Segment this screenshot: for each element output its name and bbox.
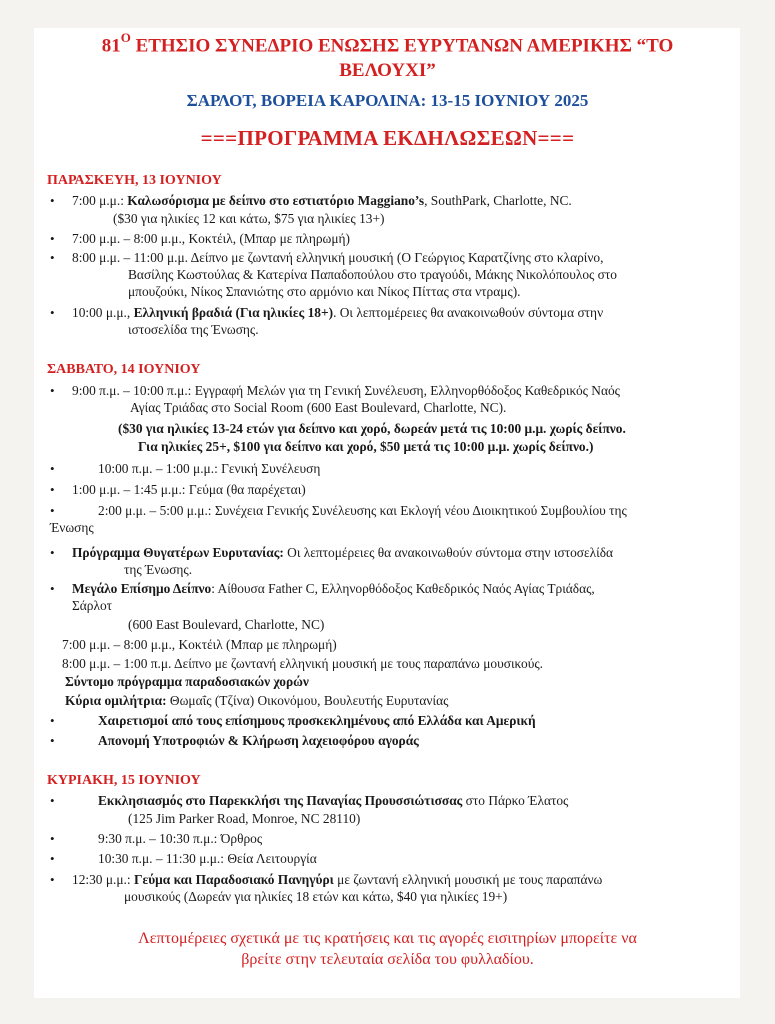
- sunday-divine-liturgy: 10:30 π.μ. – 11:30 μ.μ.: Θεία Λειτουργία: [98, 851, 317, 866]
- bullet-icon: •: [50, 545, 55, 560]
- saturday-cocktail: 7:00 μ.μ. – 8:00 μ.μ., Κοκτέιλ (Μπαρ με πληρωμή): [62, 637, 337, 652]
- saturday-gala-dinner-2: Σάρλοτ: [72, 598, 113, 613]
- friday-welcome-dinner: 7:00 μ.μ.: Καλωσόρισμα με δείπνο στο εστιατόριο Maggiano’s, SouthPark, Charlotte, NC.: [72, 193, 572, 208]
- bullet-icon: •: [50, 851, 55, 866]
- bullet-icon: •: [50, 461, 55, 476]
- bullet-icon: •: [50, 305, 55, 320]
- friday-heading: ΠΑΡΑΣΚΕΥΗ, 13 ΙΟΥΝΙΟΥ: [47, 173, 222, 188]
- friday-greek-night: 10:00 μ.μ., Ελληνική βραδιά (Για ηλικίες 18+). Οι λεπτομέρειες θα ανακοινωθούν σύντομα στην: [72, 305, 604, 320]
- friday-dinner-music-2: Βασίλης Κωστούλας & Κατερίνα Παπαδοπούλου στο τραγούδι, Μάκης Νικολόπουλος στο: [128, 267, 617, 282]
- friday-dinner-music: 8:00 μ.μ. – 11:00 μ.μ. Δείπνο με ζωντανή ελληνική μουσική (Ο Γεώργιος Καρατζίνης στο κλαρίνο,: [72, 250, 604, 265]
- sunday-lunch-festival: 12:30 μ.μ.: Γεύμα και Παραδοσιακό Πανηγύρι με ζωντανή ελληνική μουσική με τους παραπάνω: [72, 872, 603, 887]
- saturday-keynote: Κύρια ομιλήτρια: Θωμαΐς (Τζίνα) Οικονόμου, Βουλευτής Ευρυτανίας: [65, 693, 449, 708]
- bullet-icon: •: [50, 872, 55, 887]
- saturday-lunch: 1:00 μ.μ. – 1:45 μ.μ.: Γεύμα (θα παρέχεται): [72, 482, 306, 497]
- saturday-dance-program: Σύντομο πρόγραμμα παραδοσιακών χορών: [65, 674, 309, 689]
- event-title: $81^O$ ΕΤΗΣΙΟ ΣΥΝΕΔΡΙΟ ΕΝΩΣΗΣ ΕΥΡΥΤΑΝΩΝ ΑΜΕΡΙΚΗΣ “ΤΟ: [101, 30, 674, 57]
- event-title-line2: ΒΕΛΟΥΧΙ”: [339, 60, 436, 81]
- friday-cocktail: 7:00 μ.μ. – 8:00 μ.μ., Κοκτέιλ, (Μπαρ με πληρωμή): [72, 231, 351, 246]
- bullet-icon: •: [50, 831, 55, 846]
- bullet-icon: •: [50, 503, 55, 518]
- bullet-icon: •: [50, 733, 55, 748]
- sunday-liturgy-chapel: Εκκλησιασμός στο Παρεκκλήσι της Παναγίας Προυσσιώτισσας στο Πάρκο Έλατος: [98, 793, 569, 808]
- bullet-icon: •: [50, 250, 55, 265]
- saturday-heading: ΣΑΒΒΑΤΟ, 14 ΙΟΥΝΙΟΥ: [47, 362, 201, 377]
- sunday-chapel-address: (125 Jim Parker Road, Monroe, NC 28110): [128, 811, 361, 826]
- saturday-gala-dinner: Μεγάλο Επίσημο Δείπνο: Αίθουσα Father C, Ελληνορθόδοξος Καθεδρικός Ναός Αγίας Τριάδας,: [72, 581, 595, 596]
- saturday-dinner-music: 8:00 μ.μ. – 1:00 π.μ. Δείπνο με ζωντανή ελληνική μουσική με τους παραπάνω μουσικούς.: [62, 656, 543, 671]
- bullet-icon: •: [50, 231, 55, 246]
- sunday-heading: ΚΥΡΙΑΚΗ, 15 ΙΟΥΝΙΟΥ: [47, 773, 201, 788]
- footer-note-line2: βρείτε στην τελευταία σελίδα του φυλλαδίου.: [241, 951, 534, 968]
- saturday-daughters-program: Πρόγραμμα Θυγατέρων Ευρυτανίας: Οι λεπτομέρειες θα ανακοινωθούν σύντομα στην ιστοσελίδα: [72, 545, 614, 560]
- friday-greek-night-2: ιστοσελίδα της Ένωσης.: [128, 322, 259, 337]
- footer-note-line1: Λεπτομέρειες σχετικά με τις κρατήσεις και τις αγορές εισιτηρίων μπορείτε να: [138, 930, 637, 947]
- bullet-icon: •: [50, 383, 55, 398]
- sunday-lunch-prices: μουσικούς (Δωρεάν για ηλικίες 18 ετών και κάτω, $40 για ηλικίες 19+): [124, 889, 508, 904]
- saturday-assembly-cont: 2:00 μ.μ. – 5:00 μ.μ.: Συνέχεια Γενικής Συνέλευσης και Εκλογή νέου Διοικητικού Συμβουλίου της: [98, 503, 627, 518]
- saturday-gala-address: (600 East Boulevard, Charlotte, NC): [128, 617, 325, 632]
- saturday-registration: 9:00 π.μ. – 10:00 π.μ.: Εγγραφή Μελών για τη Γενική Συνέλευση, Ελληνορθόδοξος Καθεδρικός Ναός: [72, 383, 620, 398]
- bullet-icon: •: [50, 581, 55, 596]
- bullet-icon: •: [50, 193, 55, 208]
- saturday-prices-1: ($30 για ηλικίες 13-24 ετών για δείπνο και χορό, δωρεάν μετά τις 10:00 μ.μ. χωρίς δείπνο.: [118, 421, 626, 436]
- bullet-icon: •: [50, 793, 55, 808]
- saturday-prices-2: Για ηλικίες 25+, $100 για δείπνο και χορό, $50 μετά τις 10:00 μ.μ. χωρίς δείπνο.): [138, 439, 594, 454]
- program-heading: ===ΠΡΟΓΡΑΜΜΑ ΕΚΔΗΛΩΣΕΩΝ===: [200, 126, 575, 150]
- sunday-orthros: 9:30 π.μ. – 10:30 π.μ.: Όρθρος: [98, 831, 263, 846]
- bullet-icon: •: [50, 482, 55, 497]
- saturday-greetings: Χαιρετισμοί από τους επίσημους προσκεκλημένους από Ελλάδα και Αμερική: [98, 713, 536, 728]
- saturday-daughters-program-2: της Ένωσης.: [124, 562, 193, 577]
- friday-dinner-music-3: μπουζούκι, Νίκος Σπανιώτης στο αρμόνιο και Νίκος Πίττας στα ντραμς).: [128, 284, 521, 299]
- event-location-date: ΣΑΡΛΟΤ, ΒΟΡΕΙΑ ΚΑΡΟΛΙΝΑ: 13-15 ΙΟΥΝΙΟΥ 2025: [186, 91, 589, 110]
- friday-welcome-prices: ($30 για ηλικίες 12 και κάτω, $75 για ηλικίες 13+): [113, 211, 385, 226]
- bullet-icon: •: [50, 713, 55, 728]
- saturday-assembly-cont-2: Ένωσης: [50, 520, 94, 535]
- saturday-assembly: 10:00 π.μ. – 1:00 μ.μ.: Γενική Συνέλευση: [98, 461, 321, 476]
- saturday-scholarships: Απονομή Υποτροφιών & Κλήρωση λαχειοφόρου αγοράς: [98, 733, 419, 748]
- saturday-registration-2: Αγίας Τριάδας στο Social Room (600 East Boulevard, Charlotte, NC).: [130, 400, 507, 415]
